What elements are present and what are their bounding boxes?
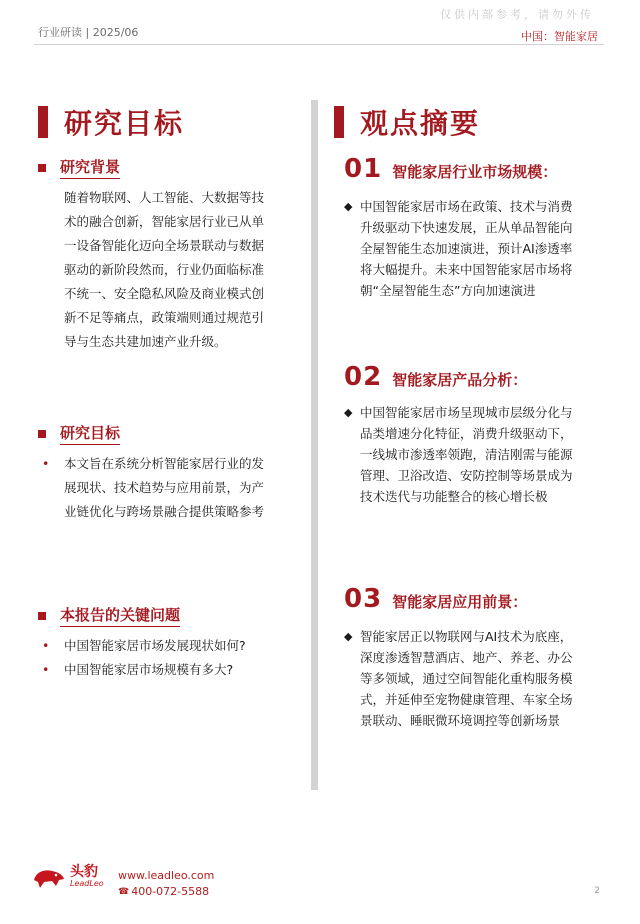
point-number: 01 xyxy=(344,154,383,184)
point-line: 等多领域，通过空间智能化重构服务模 xyxy=(360,671,573,686)
watermark: 仅供内部参考，请勿外传 xyxy=(440,8,594,21)
goal-heading-text: 研究目标 xyxy=(60,422,120,445)
point-1-body xyxy=(344,196,606,301)
diamond-bullet-icon: ◆ xyxy=(344,200,353,213)
point-line: 中国智能家居市场在政策、技术与消费 xyxy=(360,199,573,214)
question-text: 中国智能家居市场发展现状如何? xyxy=(64,638,246,653)
point-line: 品类增速分化特征，消费升级驱动下， xyxy=(360,426,573,441)
list-item xyxy=(42,658,304,682)
questions-heading xyxy=(38,604,180,627)
point-2-heading xyxy=(344,362,527,392)
point-line: 式，并延伸至宠物健康管理、车家全场 xyxy=(360,692,573,707)
background-line: 新不足等痛点，政策端则通过规范引 xyxy=(64,310,265,325)
header-left: 行业研读 | 2025/06 xyxy=(38,26,139,39)
square-bullet-icon xyxy=(38,612,46,620)
point-line: 朝“全屋智能生态”方向加速演进 xyxy=(360,283,536,298)
logo-cn: 头豹 xyxy=(70,864,98,880)
header-rule xyxy=(34,44,604,45)
background-line: 一设备智能化迈向全场景联动与数据 xyxy=(64,238,265,253)
point-title: 智能家居产品分析： xyxy=(392,371,528,389)
footer-logo xyxy=(32,866,104,890)
background-line: 术的融合创新，智能家居行业已从单 xyxy=(64,214,265,229)
point-line: 景联动、睡眠微环境调控等创新场景 xyxy=(360,713,561,728)
point-line: 管理、卫浴改造、安防控制等场景成为 xyxy=(360,468,573,483)
list-item xyxy=(42,634,304,658)
background-heading xyxy=(38,156,120,179)
questions-heading-text: 本报告的关键问题 xyxy=(60,604,180,627)
column-divider xyxy=(311,100,318,790)
header-right: 中国：智能家居 xyxy=(521,30,598,43)
dot-bullet-icon: • xyxy=(42,638,50,653)
goal-line: 本文旨在系统分析智能家居行业的发 xyxy=(64,456,265,471)
question-text: 中国智能家居市场规模有多大? xyxy=(64,662,234,677)
dot-bullet-icon: • xyxy=(42,662,50,677)
background-heading-text: 研究背景 xyxy=(60,156,120,179)
point-number: 03 xyxy=(344,584,383,614)
left-section-title xyxy=(38,102,184,142)
phone-icon: ☎ xyxy=(118,887,130,897)
website-link[interactable]: www.leadleo.com xyxy=(118,869,215,882)
background-line: 驱动的新阶段然而，行业仍面临标准 xyxy=(64,262,265,277)
point-line: 将大幅提升。未来中国智能家居市场将 xyxy=(360,262,573,277)
point-line: 升级驱动下快速发展，正从单品智能向 xyxy=(360,220,573,235)
square-bullet-icon xyxy=(38,164,46,172)
square-bullet-icon xyxy=(38,430,46,438)
phone-number: 400-072-5588 xyxy=(131,885,210,898)
point-line: 智能家居正以物联网与AI技术为底座， xyxy=(360,629,573,644)
point-line: 中国智能家居市场呈现城市层级分化与 xyxy=(360,405,573,420)
point-number: 02 xyxy=(344,362,383,392)
leopard-logo-icon xyxy=(32,866,66,890)
point-line: 一线城市渗透率领跑，清洁刚需与能源 xyxy=(360,447,573,462)
dot-bullet-icon: • xyxy=(42,456,50,471)
logo-en: LeadLeo xyxy=(70,879,104,888)
point-2-body xyxy=(344,402,606,507)
point-1-heading xyxy=(344,154,557,184)
background-line: 不统一、安全隐私风险及商业模式创 xyxy=(64,286,265,301)
right-section-title xyxy=(334,102,480,142)
point-line: 全屋智能生态加速演进，预计AI渗透率 xyxy=(360,241,573,256)
diamond-bullet-icon: ◆ xyxy=(344,630,353,643)
title-bar xyxy=(38,106,48,138)
questions-list xyxy=(42,634,304,682)
background-paragraph xyxy=(64,186,304,354)
diamond-bullet-icon: ◆ xyxy=(344,406,353,419)
page-number: 2 xyxy=(594,886,600,896)
point-3-heading xyxy=(344,584,527,614)
footer-contact xyxy=(118,868,214,900)
background-line: 随着物联网、人工智能、大数据等技 xyxy=(64,190,265,205)
left-title-text: 研究目标 xyxy=(64,107,185,140)
background-line: 导与生态共建加速产业升级。 xyxy=(64,334,227,349)
right-title-text: 观点摘要 xyxy=(360,107,481,140)
point-line: 技术迭代与功能整合的核心增长极 xyxy=(360,489,548,504)
point-line: 深度渗透智慧酒店、地产、养老、办公 xyxy=(360,650,573,665)
goal-heading xyxy=(38,422,120,445)
title-bar xyxy=(334,106,344,138)
goal-line: 展现状、技术趋势与应用前景，为产 xyxy=(64,480,265,495)
point-3-body xyxy=(344,626,610,731)
goal-paragraph xyxy=(42,452,304,524)
goal-line: 业链优化与跨场景融合提供策略参考 xyxy=(64,504,265,519)
point-title: 智能家居应用前景： xyxy=(392,593,528,611)
point-title: 智能家居行业市场规模： xyxy=(392,163,558,181)
